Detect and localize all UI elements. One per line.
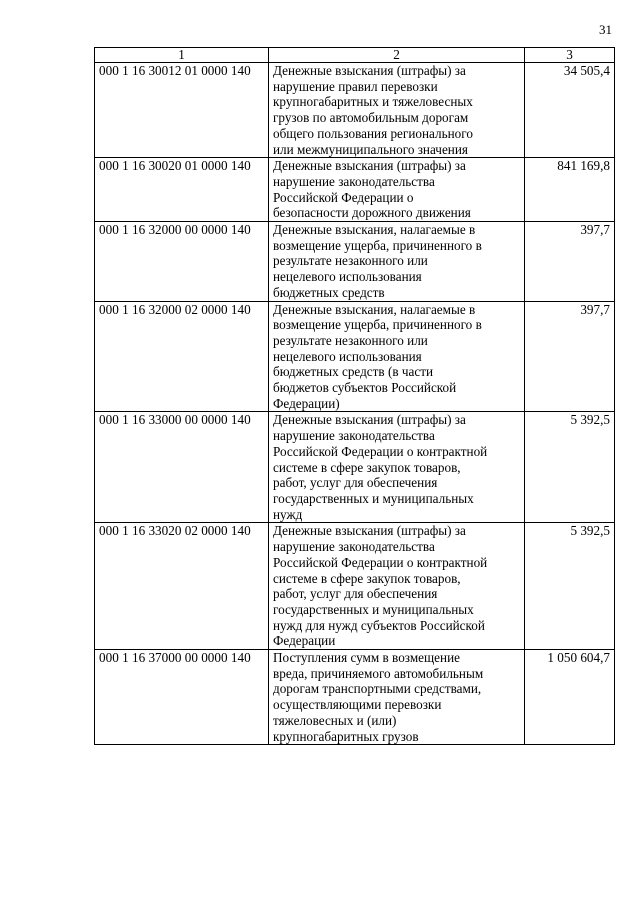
column-header-amount: 3 (525, 48, 615, 63)
description-line: государственных и муниципальных (273, 490, 474, 506)
page-number: 31 (599, 22, 612, 37)
budget-table-body (95, 48, 615, 745)
description-line: результате незаконного или (273, 253, 428, 269)
budget-code-cell: 000 1 16 33020 02 0000 140 (95, 523, 269, 650)
description-line: бюджетных средств (в части (273, 364, 434, 380)
table-row (95, 412, 615, 523)
description-line: бюджетных средств (273, 284, 385, 300)
amount-cell: 841 169,8 (525, 158, 615, 222)
table-row (95, 158, 615, 222)
description-cell (269, 301, 525, 412)
table-row (95, 301, 615, 412)
amount-cell: 1 050 604,7 (525, 650, 615, 745)
description-line: нецелевого использования (273, 269, 422, 285)
description-line: Денежные взыскания, налагаемые в (273, 222, 476, 238)
amount-cell: 34 505,4 (525, 63, 615, 158)
description-cell (269, 63, 525, 158)
description-line: безопасности дорожного движения (273, 205, 471, 221)
amount-cell: 5 392,5 (525, 523, 615, 650)
budget-code-cell: 000 1 16 33000 00 0000 140 (95, 412, 269, 523)
description-line: возмещение ущерба, причиненного в (273, 237, 482, 253)
description-cell (269, 650, 525, 745)
amount-cell: 397,7 (525, 222, 615, 302)
description-line: нужд (273, 506, 303, 522)
description-line: нарушение законодательства (273, 428, 435, 444)
description-line: нужд для нужд субъектов Российской (273, 617, 485, 633)
description-line: Российской Федерации о контрактной (273, 443, 488, 459)
description-line: нарушение законодательства (273, 173, 435, 189)
budget-code-cell: 000 1 16 37000 00 0000 140 (95, 650, 269, 745)
description-line: осуществляющими перевозки (273, 697, 442, 713)
description-line: общего пользования регионального (273, 125, 473, 141)
budget-code-cell: 000 1 16 32000 02 0000 140 (95, 301, 269, 412)
description-line: системе в сфере закупок товаров, (273, 459, 461, 475)
description-line: работ, услуг для обеспечения (273, 475, 438, 491)
description-line: Денежные взыскания (штрафы) за (273, 63, 466, 78)
description-line: Российской Федерации о (273, 189, 414, 205)
description-line: или межмуниципального значения (273, 141, 468, 157)
description-cell (269, 412, 525, 523)
description-line: результате незаконного или (273, 332, 428, 348)
budget-code-cell: 000 1 16 30020 01 0000 140 (95, 158, 269, 222)
description-line: Федерации (273, 633, 336, 649)
description-line: вреда, причиняемого автомобильным (273, 665, 484, 681)
description-line: крупногабаритных и тяжеловесных (273, 94, 473, 110)
amount-cell: 5 392,5 (525, 412, 615, 523)
description-line: Денежные взыскания (штрафы) за (273, 412, 466, 428)
description-line: системе в сфере закупок товаров, (273, 570, 461, 586)
description-line: Российской Федерации о контрактной (273, 554, 488, 570)
budget-code-cell: 000 1 16 30012 01 0000 140 (95, 63, 269, 158)
description-line: Денежные взыскания, налагаемые в (273, 301, 476, 317)
description-line: Поступления сумм в возмещение (273, 650, 460, 666)
description-line: работ, услуг для обеспечения (273, 586, 438, 602)
description-line: возмещение ущерба, причиненного в (273, 317, 482, 333)
table-row (95, 222, 615, 302)
description-line: нарушение правил перевозки (273, 78, 438, 94)
table-row (95, 650, 615, 745)
table-header-row (95, 48, 615, 63)
table-row (95, 63, 615, 158)
column-header-description: 2 (269, 48, 525, 63)
budget-code-cell: 000 1 16 32000 00 0000 140 (95, 222, 269, 302)
description-line: дорогам транспортными средствами, (273, 681, 482, 697)
column-header-code: 1 (95, 48, 269, 63)
budget-table (94, 47, 615, 745)
description-line: бюджетов субъектов Российской (273, 380, 457, 396)
description-cell (269, 222, 525, 302)
description-line: Денежные взыскания (штрафы) за (273, 523, 466, 539)
description-cell (269, 158, 525, 222)
description-line: Денежные взыскания (штрафы) за (273, 158, 466, 174)
description-line: грузов по автомобильным дорогам (273, 110, 469, 126)
description-line: нарушение законодательства (273, 539, 435, 555)
description-line: нецелевого использования (273, 348, 422, 364)
amount-cell: 397,7 (525, 301, 615, 412)
description-cell (269, 523, 525, 650)
description-line: государственных и муниципальных (273, 601, 474, 617)
description-line: Федерации) (273, 395, 340, 411)
description-line: тяжеловесных и (или) (273, 712, 397, 728)
table-row (95, 523, 615, 650)
description-line: крупногабаритных грузов (273, 728, 419, 744)
